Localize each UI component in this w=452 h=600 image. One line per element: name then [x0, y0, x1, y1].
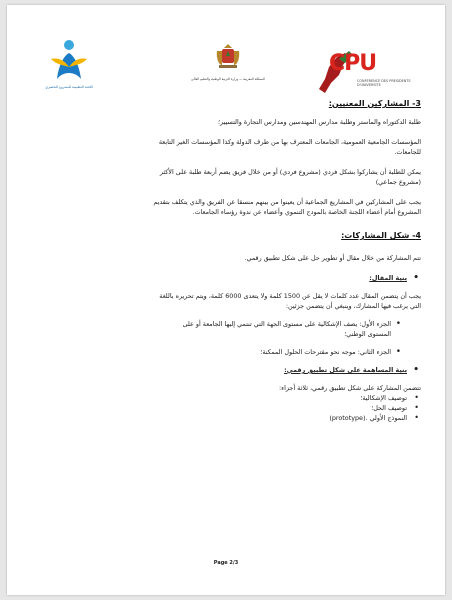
- section-3-paragraph-2-line-1: المؤسسات الجامعية العمومية، الجامعات المعترف بها من طرف الدولة وكذا المؤسسات الغير التابعة: [158, 138, 421, 146]
- article-part-1-line-2: المستوى الوطني؛: [344, 330, 391, 338]
- digital-app-item-2: • توصيف الحل؛: [31, 403, 421, 413]
- document-page: [7, 5, 445, 595]
- section-3-paragraph-1: طلبة الدكتوراه والماستر وطلبة مدارس المهندسين ومدارس التجارة والتسيير؛: [217, 118, 421, 126]
- committee-logo-text: اللجنة التنظيمية للمشروع التحضيري: [45, 85, 93, 89]
- article-structure-line-2: التي يرغب فيها المشارك، وينبغي أن يتضمن جزئين:: [285, 302, 421, 310]
- article-structure-title: • بنية المقال:: [31, 273, 421, 283]
- digital-app-item-3-arabic: النموذج الأولي: [369, 414, 407, 422]
- cpu-letters: CPU: [329, 51, 377, 76]
- article-part-2: • الجزء الثاني: موجه نحو مقترحات الحلول الممكنة؛: [31, 347, 421, 357]
- cpu-subtitle: CONFERENCE DES PRESIDENTS D'UNIVERSITE: [357, 79, 411, 87]
- digital-app-item-1: • توصيف الإشكالية؛: [31, 393, 421, 403]
- article-part-1-line-1: • الجزء الأول: يصف الإشكالية على مستوى الجهة التي تنتمي إليها الجامعة أو على: [31, 319, 421, 329]
- article-structure-line-1: يجب أن يتضمن المقال عدد كلمات لا يقل عن 1500 كلمة ولا يتعدى 6000 كلمة، ويتم تحريره باللغة: [159, 292, 421, 300]
- section-4-title: 4- شكل المشاركات:: [341, 231, 421, 240]
- digital-app-structure-title: • بنية المساهمة على شكل تطبيق رقمي:: [31, 365, 421, 375]
- committee-logo: [29, 35, 109, 101]
- committee-logo-icon: [29, 35, 109, 85]
- coat-of-arms-icon: [213, 41, 243, 71]
- ministry-logo-text: المملكة المغربية — وزارة التربية الوطنية والتعليم العالي: [191, 77, 265, 81]
- section-4-paragraph-1: تتم المشاركة من خلال مقال أو تطوير حل على شكل تطبيق رقمي.: [244, 254, 421, 262]
- cpu-logo: [315, 39, 415, 101]
- section-3-paragraph-3-line-2: (مشروع جماعي): [375, 178, 421, 186]
- section-3-paragraph-2-line-2: للجامعات.: [394, 148, 421, 156]
- section-3-paragraph-4-line-1: يجب على المشاركين في المشاريع الجماعية أن يعينوا من بينهم منسقا عن الفريق والذي يتكلف بتقديم: [153, 198, 421, 206]
- digital-app-item-3: [31, 413, 421, 423]
- page-content: [31, 99, 421, 423]
- section-3-paragraph-4-line-2: المشروع أمام أعضاء اللجنة الخاصة بالمودج التنموي وأعضاء عن ندوة رؤساء الجامعات.: [192, 208, 421, 216]
- section-3-paragraph-3-line-1: يمكن للطلبة أن يشاركوا بشكل فردي (مشروع فردي) أو من خلال فريق يضم أربعة طلبة على الأكثر: [159, 168, 421, 176]
- page-header: [7, 5, 445, 105]
- digital-app-intro: تتضمن المشاركة على شكل تطبيق رقمي، ثلاثة أجزاء:: [278, 384, 421, 392]
- digital-app-item-3-latin: (prototype).: [329, 414, 368, 422]
- ministry-logo: [185, 41, 271, 101]
- section-3-title: 3- المشاركين المعنيين:: [328, 99, 421, 108]
- page-number: Page 2/3: [213, 560, 239, 566]
